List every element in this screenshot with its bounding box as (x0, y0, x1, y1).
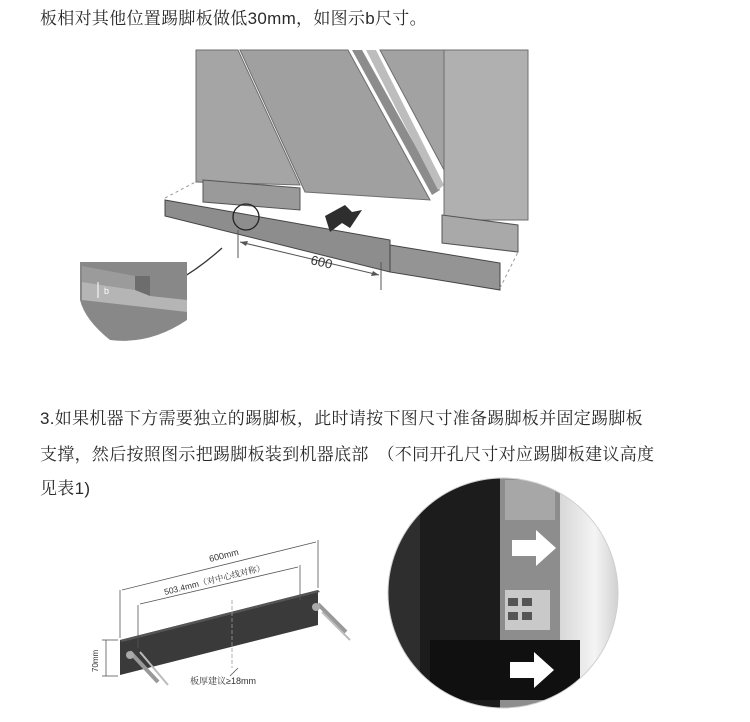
thickness-note: 板厚建议≥18mm (190, 676, 256, 686)
step3-text-line2: 支撑，然后按照图示把踢脚板装到机器底部 （不同开孔尺寸对应踢脚板建议高度 (40, 445, 655, 464)
dimension-width-label: 600mm (208, 546, 240, 564)
dimension-height-label: 70mm (91, 649, 100, 672)
dimension-center-label: 503.4mm（对中心线对称） (163, 562, 266, 597)
step3-text-line3: 见表1) (40, 479, 91, 498)
detail-b-label: b (104, 286, 110, 296)
dimension-600-label: 600 (309, 252, 334, 272)
step3-text-line1: 3.如果机器下方需要独立的踢脚板，此时请按下图尺寸准备踢脚板并固定踢脚板 (40, 409, 643, 428)
intro-text: 板相对其他位置踢脚板做低30mm，如图示b尺寸。 (40, 9, 427, 28)
